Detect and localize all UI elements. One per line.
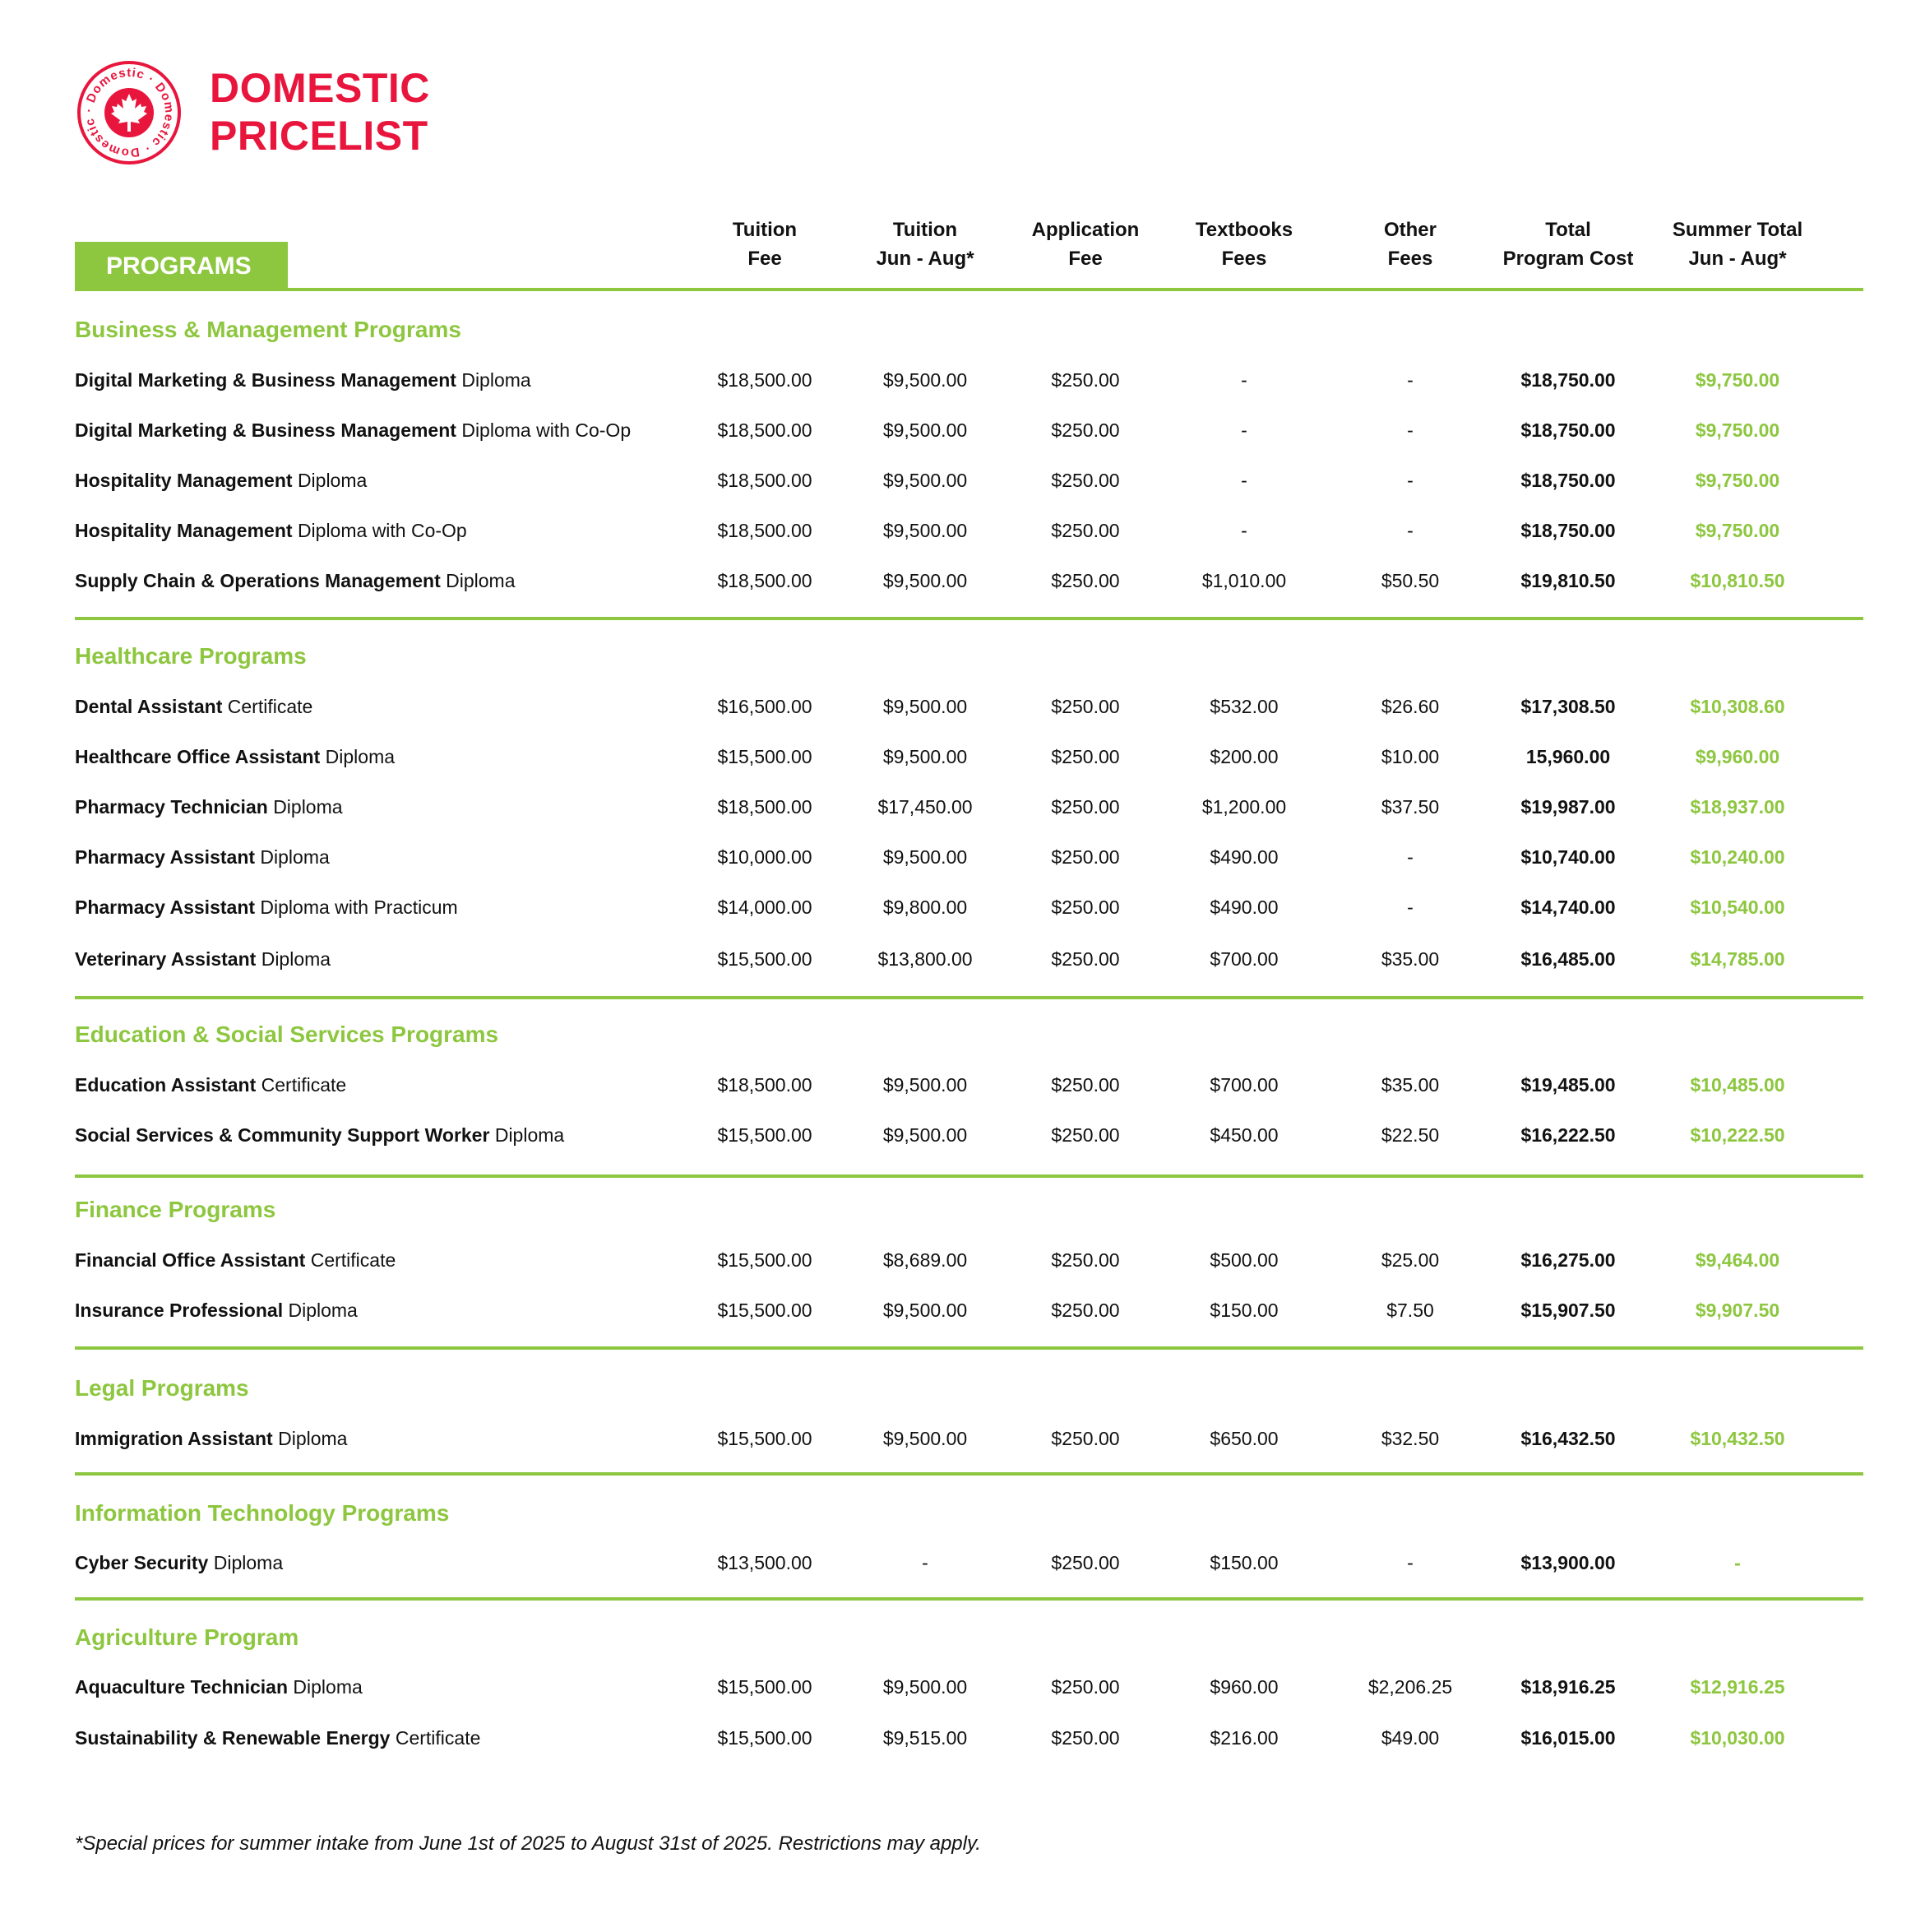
program-name-cell: [75, 690, 312, 723]
programs-tab: PROGRAMS: [75, 242, 288, 291]
fee-cell: $650.00: [1210, 1428, 1279, 1449]
category-heading: Business & Management Programs: [75, 317, 461, 342]
fee-cell: -: [1407, 846, 1414, 868]
fee-cell: $35.00: [1381, 1074, 1440, 1096]
summer-total-cell: $12,916.25: [1690, 1676, 1785, 1698]
program-credential: Diploma with Co-Op: [297, 520, 467, 541]
summer-total-cell: $9,750.00: [1695, 520, 1780, 541]
program-name: Healthcare Office Assistant: [75, 746, 321, 767]
category-heading: Healthcare Programs: [75, 643, 307, 669]
fee-cell: $10,000.00: [717, 846, 812, 868]
title-line-1: DOMESTIC: [210, 65, 430, 111]
section-divider: [75, 617, 1863, 620]
fee-cell: $15,500.00: [717, 746, 812, 767]
summer-total-cell: $10,432.50: [1690, 1428, 1785, 1449]
fee-cell: $26.60: [1381, 696, 1440, 717]
fee-cell: $9,500.00: [882, 696, 968, 717]
column-header-line-1: Application: [1031, 219, 1140, 241]
page-header: [76, 59, 816, 174]
table-row: [0, 1119, 1925, 1151]
program-name: Cyber Security: [75, 1552, 209, 1573]
column-header: [1647, 215, 1828, 273]
fee-cell: $700.00: [1210, 948, 1279, 970]
table-row: [0, 364, 1925, 396]
total-cost-cell: $13,900.00: [1520, 1552, 1616, 1573]
fee-cell: $18,500.00: [717, 570, 812, 591]
program-name-cell: [75, 1244, 396, 1276]
fee-cell: $250.00: [1051, 746, 1120, 767]
program-name: Education Assistant: [75, 1074, 257, 1096]
footnote: *Special prices for summer intake from June 1st of 2025 to August 31st of 2025. Restrictions may apply.: [75, 1832, 981, 1855]
table-row: [0, 943, 1925, 975]
fee-cell: $13,500.00: [717, 1552, 812, 1573]
summer-total-cell: $10,540.00: [1690, 897, 1785, 918]
fee-cell: $37.50: [1381, 796, 1440, 818]
fee-cell: $150.00: [1210, 1300, 1279, 1321]
table-row: [0, 414, 1925, 447]
fee-cell: -: [1407, 520, 1414, 541]
fee-cell: $250.00: [1051, 419, 1120, 441]
table-row: [0, 1546, 1925, 1579]
program-name: Veterinary Assistant: [75, 948, 257, 970]
fee-cell: $15,500.00: [717, 948, 812, 970]
fee-cell: $9,500.00: [882, 1074, 968, 1096]
fee-cell: $9,500.00: [882, 570, 968, 591]
fee-cell: $16,500.00: [717, 696, 812, 717]
fee-cell: $700.00: [1210, 1074, 1279, 1096]
column-header-line-2: Fees: [1387, 248, 1433, 270]
summer-total-cell: $10,485.00: [1690, 1074, 1785, 1096]
table-row: [0, 740, 1925, 773]
fee-cell: -: [1407, 897, 1414, 918]
fee-cell: $49.00: [1381, 1727, 1440, 1749]
fee-cell: $9,500.00: [882, 846, 968, 868]
fee-cell: $18,500.00: [717, 369, 812, 391]
program-name-cell: [75, 740, 395, 773]
column-header-line-1: Textbooks: [1195, 219, 1293, 241]
fee-cell: $9,500.00: [882, 746, 968, 767]
category-heading: Agriculture Program: [75, 1624, 299, 1650]
fee-cell: $9,500.00: [882, 1428, 968, 1449]
summer-total-cell: $9,750.00: [1695, 419, 1780, 441]
summer-total-cell: $9,464.00: [1695, 1249, 1780, 1271]
table-row: [0, 1244, 1925, 1276]
program-name: Pharmacy Technician: [75, 796, 268, 818]
program-name: Immigration Assistant: [75, 1428, 273, 1449]
table-row: [0, 564, 1925, 597]
program-name-cell: [75, 1294, 358, 1327]
program-credential: Diploma: [446, 570, 516, 591]
total-cost-cell: $16,222.50: [1520, 1124, 1616, 1146]
program-name-cell: [75, 943, 331, 975]
fee-cell: $17,450.00: [877, 796, 973, 818]
total-cost-cell: $18,750.00: [1520, 419, 1616, 441]
program-name: Digital Marketing & Business Management: [75, 419, 456, 441]
category-heading: Education & Social Services Programs: [75, 1022, 499, 1047]
fee-cell: $500.00: [1210, 1249, 1279, 1271]
program-name: Financial Office Assistant: [75, 1249, 306, 1271]
fee-cell: -: [1241, 470, 1247, 491]
fee-cell: $250.00: [1051, 1249, 1120, 1271]
section-divider: [75, 1597, 1863, 1601]
column-header-line-1: Tuition: [732, 219, 798, 241]
fee-cell: $490.00: [1210, 897, 1279, 918]
program-name: Digital Marketing & Business Management: [75, 369, 456, 391]
fee-cell: $250.00: [1051, 570, 1120, 591]
fee-cell: $15,500.00: [717, 1676, 812, 1698]
program-credential: Diploma: [494, 1124, 565, 1146]
fee-cell: $250.00: [1051, 846, 1120, 868]
summer-total-cell: $9,750.00: [1695, 369, 1780, 391]
total-cost-cell: $16,015.00: [1520, 1727, 1616, 1749]
table-row: [0, 464, 1925, 497]
fee-cell: $250.00: [1051, 796, 1120, 818]
fee-cell: $250.00: [1051, 1552, 1120, 1573]
fee-cell: $18,500.00: [717, 520, 812, 541]
program-credential: Diploma: [273, 796, 343, 818]
program-name: Sustainability & Renewable Energy: [75, 1727, 391, 1749]
total-cost-cell: $14,740.00: [1520, 897, 1616, 918]
fee-cell: $8,689.00: [882, 1249, 968, 1271]
total-cost-cell: 15,960.00: [1525, 746, 1611, 767]
program-name: Pharmacy Assistant: [75, 846, 256, 868]
fee-cell: $450.00: [1210, 1124, 1279, 1146]
program-name-cell: [75, 841, 330, 873]
fee-cell: $15,500.00: [717, 1124, 812, 1146]
total-cost-cell: $19,987.00: [1520, 796, 1616, 818]
fee-cell: $7.50: [1386, 1300, 1434, 1321]
column-header-line-2: Fee: [1068, 248, 1103, 270]
program-credential: Diploma with Co-Op: [461, 419, 632, 441]
total-cost-cell: $16,432.50: [1520, 1428, 1616, 1449]
fee-cell: $9,500.00: [882, 369, 968, 391]
fee-cell: $9,500.00: [882, 1676, 968, 1698]
total-cost-cell: $18,750.00: [1520, 369, 1616, 391]
fee-cell: -: [1407, 470, 1414, 491]
fee-cell: $250.00: [1051, 1300, 1120, 1321]
program-name-cell: [75, 1068, 346, 1101]
fee-cell: $250.00: [1051, 897, 1120, 918]
program-credential: Certificate: [227, 696, 313, 717]
fee-cell: $250.00: [1051, 470, 1120, 491]
fee-cell: $9,515.00: [882, 1727, 968, 1749]
total-cost-cell: $18,750.00: [1520, 520, 1616, 541]
fee-cell: $9,500.00: [882, 1124, 968, 1146]
program-name-cell: [75, 1119, 564, 1151]
program-credential: Diploma: [461, 369, 531, 391]
fee-cell: -: [1241, 419, 1247, 441]
program-credential: Diploma: [261, 948, 331, 970]
column-header: [1320, 215, 1501, 273]
fee-cell: $2,206.25: [1367, 1676, 1453, 1698]
fee-cell: $250.00: [1051, 520, 1120, 541]
total-cost-cell: $16,485.00: [1520, 948, 1616, 970]
table-row: [0, 514, 1925, 547]
program-name-cell: [75, 1721, 480, 1754]
fee-cell: $9,500.00: [882, 470, 968, 491]
fee-cell: $22.50: [1381, 1124, 1440, 1146]
program-name-cell: [75, 464, 367, 497]
fee-cell: $35.00: [1381, 948, 1440, 970]
summer-total-cell: $10,030.00: [1690, 1727, 1785, 1749]
program-name-cell: [75, 414, 631, 447]
summer-total-cell: $9,907.50: [1695, 1300, 1780, 1321]
fee-cell: $50.50: [1381, 570, 1440, 591]
program-name: Hospitality Management: [75, 520, 293, 541]
fee-cell: $490.00: [1210, 846, 1279, 868]
fee-cell: $9,800.00: [882, 897, 968, 918]
program-name: Aquaculture Technician: [75, 1676, 289, 1698]
fee-cell: $25.00: [1381, 1249, 1440, 1271]
total-cost-cell: $15,907.50: [1520, 1300, 1616, 1321]
program-credential: Diploma: [288, 1300, 358, 1321]
fee-cell: $15,500.00: [717, 1428, 812, 1449]
total-cost-cell: $17,308.50: [1520, 696, 1616, 717]
page-title: [210, 64, 430, 160]
column-header-line-2: Fees: [1221, 248, 1267, 270]
summer-total-cell: $9,750.00: [1695, 470, 1780, 491]
total-cost-cell: $19,485.00: [1520, 1074, 1616, 1096]
fee-cell: $250.00: [1051, 1676, 1120, 1698]
fee-cell: $18,500.00: [717, 796, 812, 818]
fee-cell: $250.00: [1051, 948, 1120, 970]
program-name: Supply Chain & Operations Management: [75, 570, 441, 591]
fee-cell: -: [1241, 520, 1247, 541]
column-header-line-2: Fee: [747, 248, 782, 270]
fee-cell: $9,500.00: [882, 1300, 968, 1321]
summer-total-cell: $14,785.00: [1690, 948, 1785, 970]
column-header-line-1: Tuition: [892, 219, 958, 241]
fee-cell: -: [922, 1552, 928, 1573]
fee-cell: $960.00: [1210, 1676, 1279, 1698]
fee-cell: $10.00: [1381, 746, 1440, 767]
program-credential: Diploma: [213, 1552, 284, 1573]
program-name-cell: [75, 891, 458, 924]
program-name-cell: [75, 564, 516, 597]
badge-text: · Domestic · Domestic · Domestic: [81, 65, 177, 160]
fee-cell: $250.00: [1051, 1124, 1120, 1146]
column-header-line-1: Total: [1545, 219, 1591, 241]
fee-cell: $32.50: [1381, 1428, 1440, 1449]
program-name: Social Services & Community Support Worker: [75, 1124, 490, 1146]
program-name-cell: [75, 1670, 363, 1703]
fee-cell: -: [1407, 1552, 1414, 1573]
table-row: [0, 1068, 1925, 1101]
fee-cell: $14,000.00: [717, 897, 812, 918]
category-heading: Information Technology Programs: [75, 1500, 450, 1526]
section-divider: [75, 1472, 1863, 1476]
fee-cell: $1,010.00: [1201, 570, 1287, 591]
summer-total-cell: $10,222.50: [1690, 1124, 1785, 1146]
program-name-cell: [75, 364, 531, 396]
program-credential: Certificate: [310, 1249, 396, 1271]
table-row: [0, 790, 1925, 823]
fee-cell: $216.00: [1210, 1727, 1279, 1749]
program-credential: Diploma: [260, 846, 330, 868]
table-row: [0, 841, 1925, 873]
total-cost-cell: $18,916.25: [1520, 1676, 1616, 1698]
fee-cell: $9,500.00: [882, 419, 968, 441]
fee-cell: $1,200.00: [1201, 796, 1287, 818]
fee-cell: $9,500.00: [882, 520, 968, 541]
summer-total-cell: $10,240.00: [1690, 846, 1785, 868]
fee-cell: $18,500.00: [717, 1074, 812, 1096]
program-credential: Certificate: [395, 1727, 481, 1749]
summer-total-cell: $10,810.50: [1690, 570, 1785, 591]
fee-cell: $532.00: [1210, 696, 1279, 717]
fee-cell: -: [1241, 369, 1247, 391]
fee-cell: $15,500.00: [717, 1300, 812, 1321]
program-credential: Diploma with Practicum: [260, 897, 458, 918]
program-name-cell: [75, 1422, 347, 1455]
table-row: [0, 690, 1925, 723]
fee-cell: $150.00: [1210, 1552, 1279, 1573]
column-header: [1478, 215, 1659, 273]
column-header: [835, 215, 1016, 273]
program-name: Insurance Professional: [75, 1300, 284, 1321]
fee-cell: $18,500.00: [717, 419, 812, 441]
maple-leaf-badge-icon: [76, 59, 183, 166]
program-name-cell: [75, 1546, 283, 1579]
section-divider: [75, 996, 1863, 999]
fee-cell: $250.00: [1051, 369, 1120, 391]
table-row: [0, 1670, 1925, 1703]
total-cost-cell: $18,750.00: [1520, 470, 1616, 491]
column-header: [995, 215, 1176, 273]
program-credential: Diploma: [325, 746, 396, 767]
column-header-line-2: Jun - Aug*: [1688, 248, 1787, 270]
fee-cell: $250.00: [1051, 1074, 1120, 1096]
column-header-line-2: Jun - Aug*: [876, 248, 974, 270]
summer-total-cell: -: [1734, 1552, 1741, 1573]
program-name-cell: [75, 514, 467, 547]
table-row: [0, 1422, 1925, 1455]
program-credential: Diploma: [297, 470, 368, 491]
section-divider: [75, 1346, 1863, 1350]
category-heading: Finance Programs: [75, 1197, 276, 1222]
fee-cell: $13,800.00: [877, 948, 973, 970]
fee-cell: $18,500.00: [717, 470, 812, 491]
fee-cell: $200.00: [1210, 746, 1279, 767]
program-name: Hospitality Management: [75, 470, 293, 491]
fee-cell: -: [1407, 369, 1414, 391]
column-header-line-1: Other: [1383, 219, 1437, 241]
section-divider: [75, 1174, 1863, 1178]
title-line-2: PRICELIST: [210, 113, 428, 159]
program-credential: Certificate: [261, 1074, 347, 1096]
program-credential: Diploma: [293, 1676, 363, 1698]
program-name: Pharmacy Assistant: [75, 897, 256, 918]
fee-cell: $250.00: [1051, 1428, 1120, 1449]
header-divider: [75, 288, 1863, 291]
program-name: Dental Assistant: [75, 696, 223, 717]
summer-total-cell: $9,960.00: [1695, 746, 1780, 767]
category-heading: Legal Programs: [75, 1375, 249, 1401]
total-cost-cell: $19,810.50: [1520, 570, 1616, 591]
total-cost-cell: $10,740.00: [1520, 846, 1616, 868]
summer-total-cell: $10,308.60: [1690, 696, 1785, 717]
column-header-line-1: Summer Total: [1672, 219, 1803, 241]
program-credential: Diploma: [278, 1428, 348, 1449]
summer-total-cell: $18,937.00: [1690, 796, 1785, 818]
table-row: [0, 1721, 1925, 1754]
table-row: [0, 891, 1925, 924]
column-header: [1154, 215, 1335, 273]
program-name-cell: [75, 790, 343, 823]
table-row: [0, 1294, 1925, 1327]
fee-cell: $15,500.00: [717, 1727, 812, 1749]
column-header-line-2: Program Cost: [1502, 248, 1634, 270]
column-header: [674, 215, 855, 273]
fee-cell: $250.00: [1051, 1727, 1120, 1749]
fee-cell: -: [1407, 419, 1414, 441]
fee-cell: $15,500.00: [717, 1249, 812, 1271]
total-cost-cell: $16,275.00: [1520, 1249, 1616, 1271]
fee-cell: $250.00: [1051, 696, 1120, 717]
